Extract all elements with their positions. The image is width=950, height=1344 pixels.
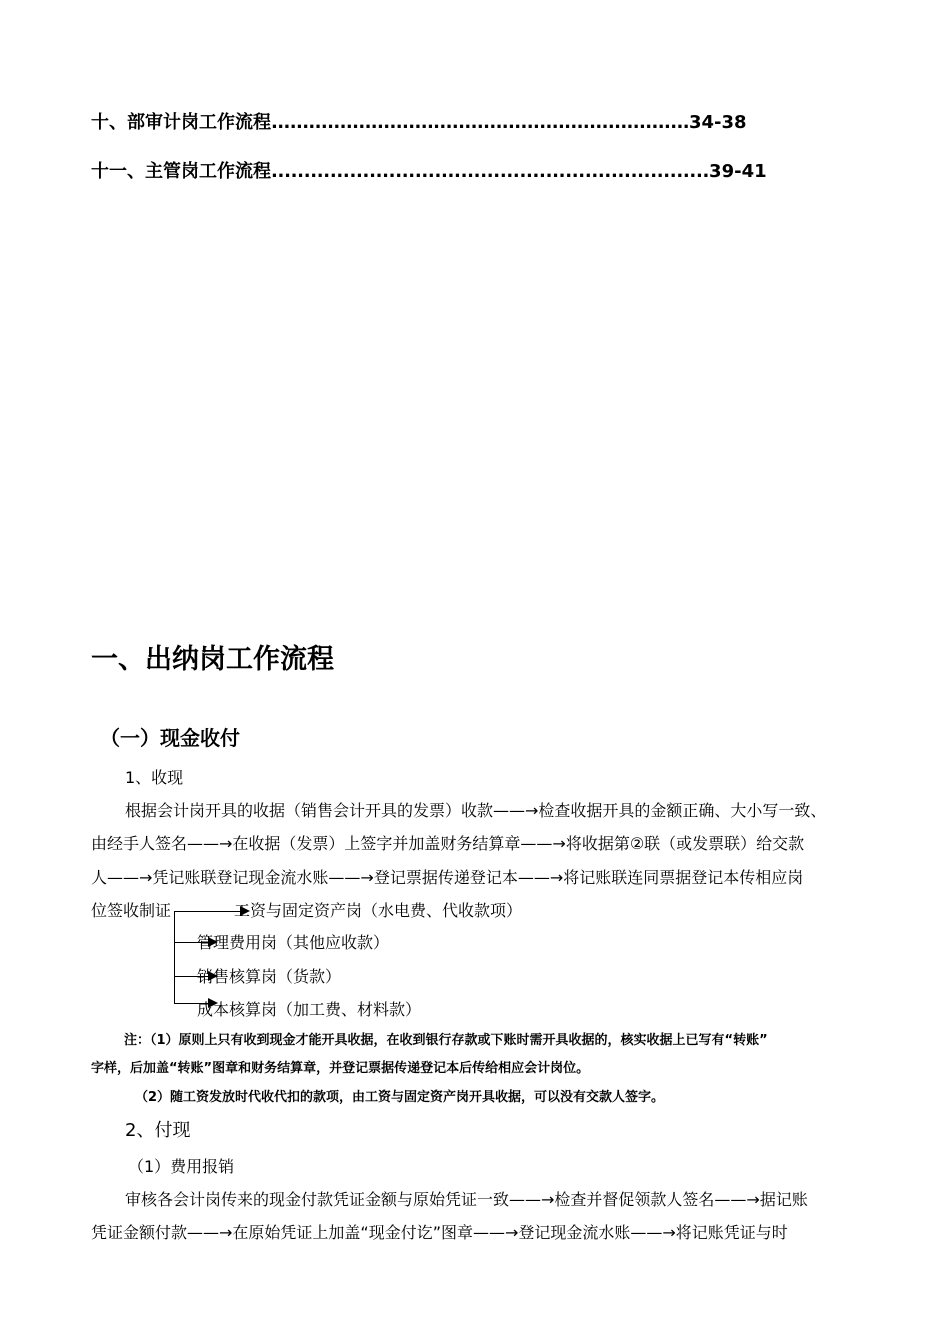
item-subtitle: （1）费用报销 — [128, 1157, 235, 1176]
branch-label: 管理费用岗（其他应收款） — [197, 933, 390, 952]
item-title: 1、收现 — [125, 768, 184, 787]
branch-connector-vertical — [174, 911, 175, 1004]
toc-label: 十一、主管岗工作流程 — [91, 161, 271, 182]
paragraph-line: 根据会计岗开具的收据（销售会计开具的发票）收款——→检查收据开具的金额正确、大小写一致、 — [125, 801, 827, 820]
note-line: 注：（1）原则上只有收到现金才能开具收据，在收到银行存款或下账时需开具收据的，核实收据上已写有“转账” — [124, 1033, 768, 1048]
paragraph-line: 审核各会计岗传来的现金付款凭证金额与原始凭证一致——→检查并督促领款人签名——→据记账 — [125, 1190, 808, 1209]
branch-label: 工资与固定资产岗（水电费、代收款项） — [234, 901, 523, 920]
branch-label: 销售核算岗（货款） — [197, 967, 342, 986]
branch-label: 成本核算岗（加工费、材料款） — [197, 1000, 422, 1019]
branch-arrow-line — [174, 911, 240, 912]
toc-page-range: 34-38 — [688, 112, 747, 133]
toc-label: 十、部审计岗工作流程 — [91, 112, 271, 133]
note-line: （2）随工资发放时代收代扣的款项，由工资与固定资产岗开具收据，可以没有交款人签字。 — [135, 1090, 665, 1105]
toc-entry[interactable] — [91, 160, 767, 184]
paragraph-line: 位签收制证 — [91, 901, 172, 920]
paragraph-line: 人——→凭记账联登记现金流水账——→登记票据传递登记本——→将记账联连同票据登记本传相应岗 — [91, 868, 804, 887]
toc-entry[interactable] — [91, 111, 747, 135]
subsection-title: （一）现金收付 — [100, 726, 240, 750]
note-line: 字样，后加盖“转账”图章和财务结算章，并登记票据传递登记本后传给相应会计岗位。 — [91, 1061, 590, 1076]
paragraph-line: 由经手人签名——→在收据（发票）上签字并加盖财务结算章——→将收据第②联（或发票联）给交款 — [91, 834, 805, 853]
item-title: 2、付现 — [125, 1120, 191, 1141]
toc-dots: ................................................................... — [271, 161, 710, 182]
section-title: 一、出纳岗工作流程 — [91, 644, 334, 675]
paragraph-line: 凭证金额付款——→在原始凭证上加盖“现金付讫”图章——→登记现金流水账——→将记账凭证与时 — [91, 1223, 788, 1242]
toc-page-range: 39-41 — [709, 161, 767, 182]
toc-dots: ................................................................... — [271, 112, 689, 133]
